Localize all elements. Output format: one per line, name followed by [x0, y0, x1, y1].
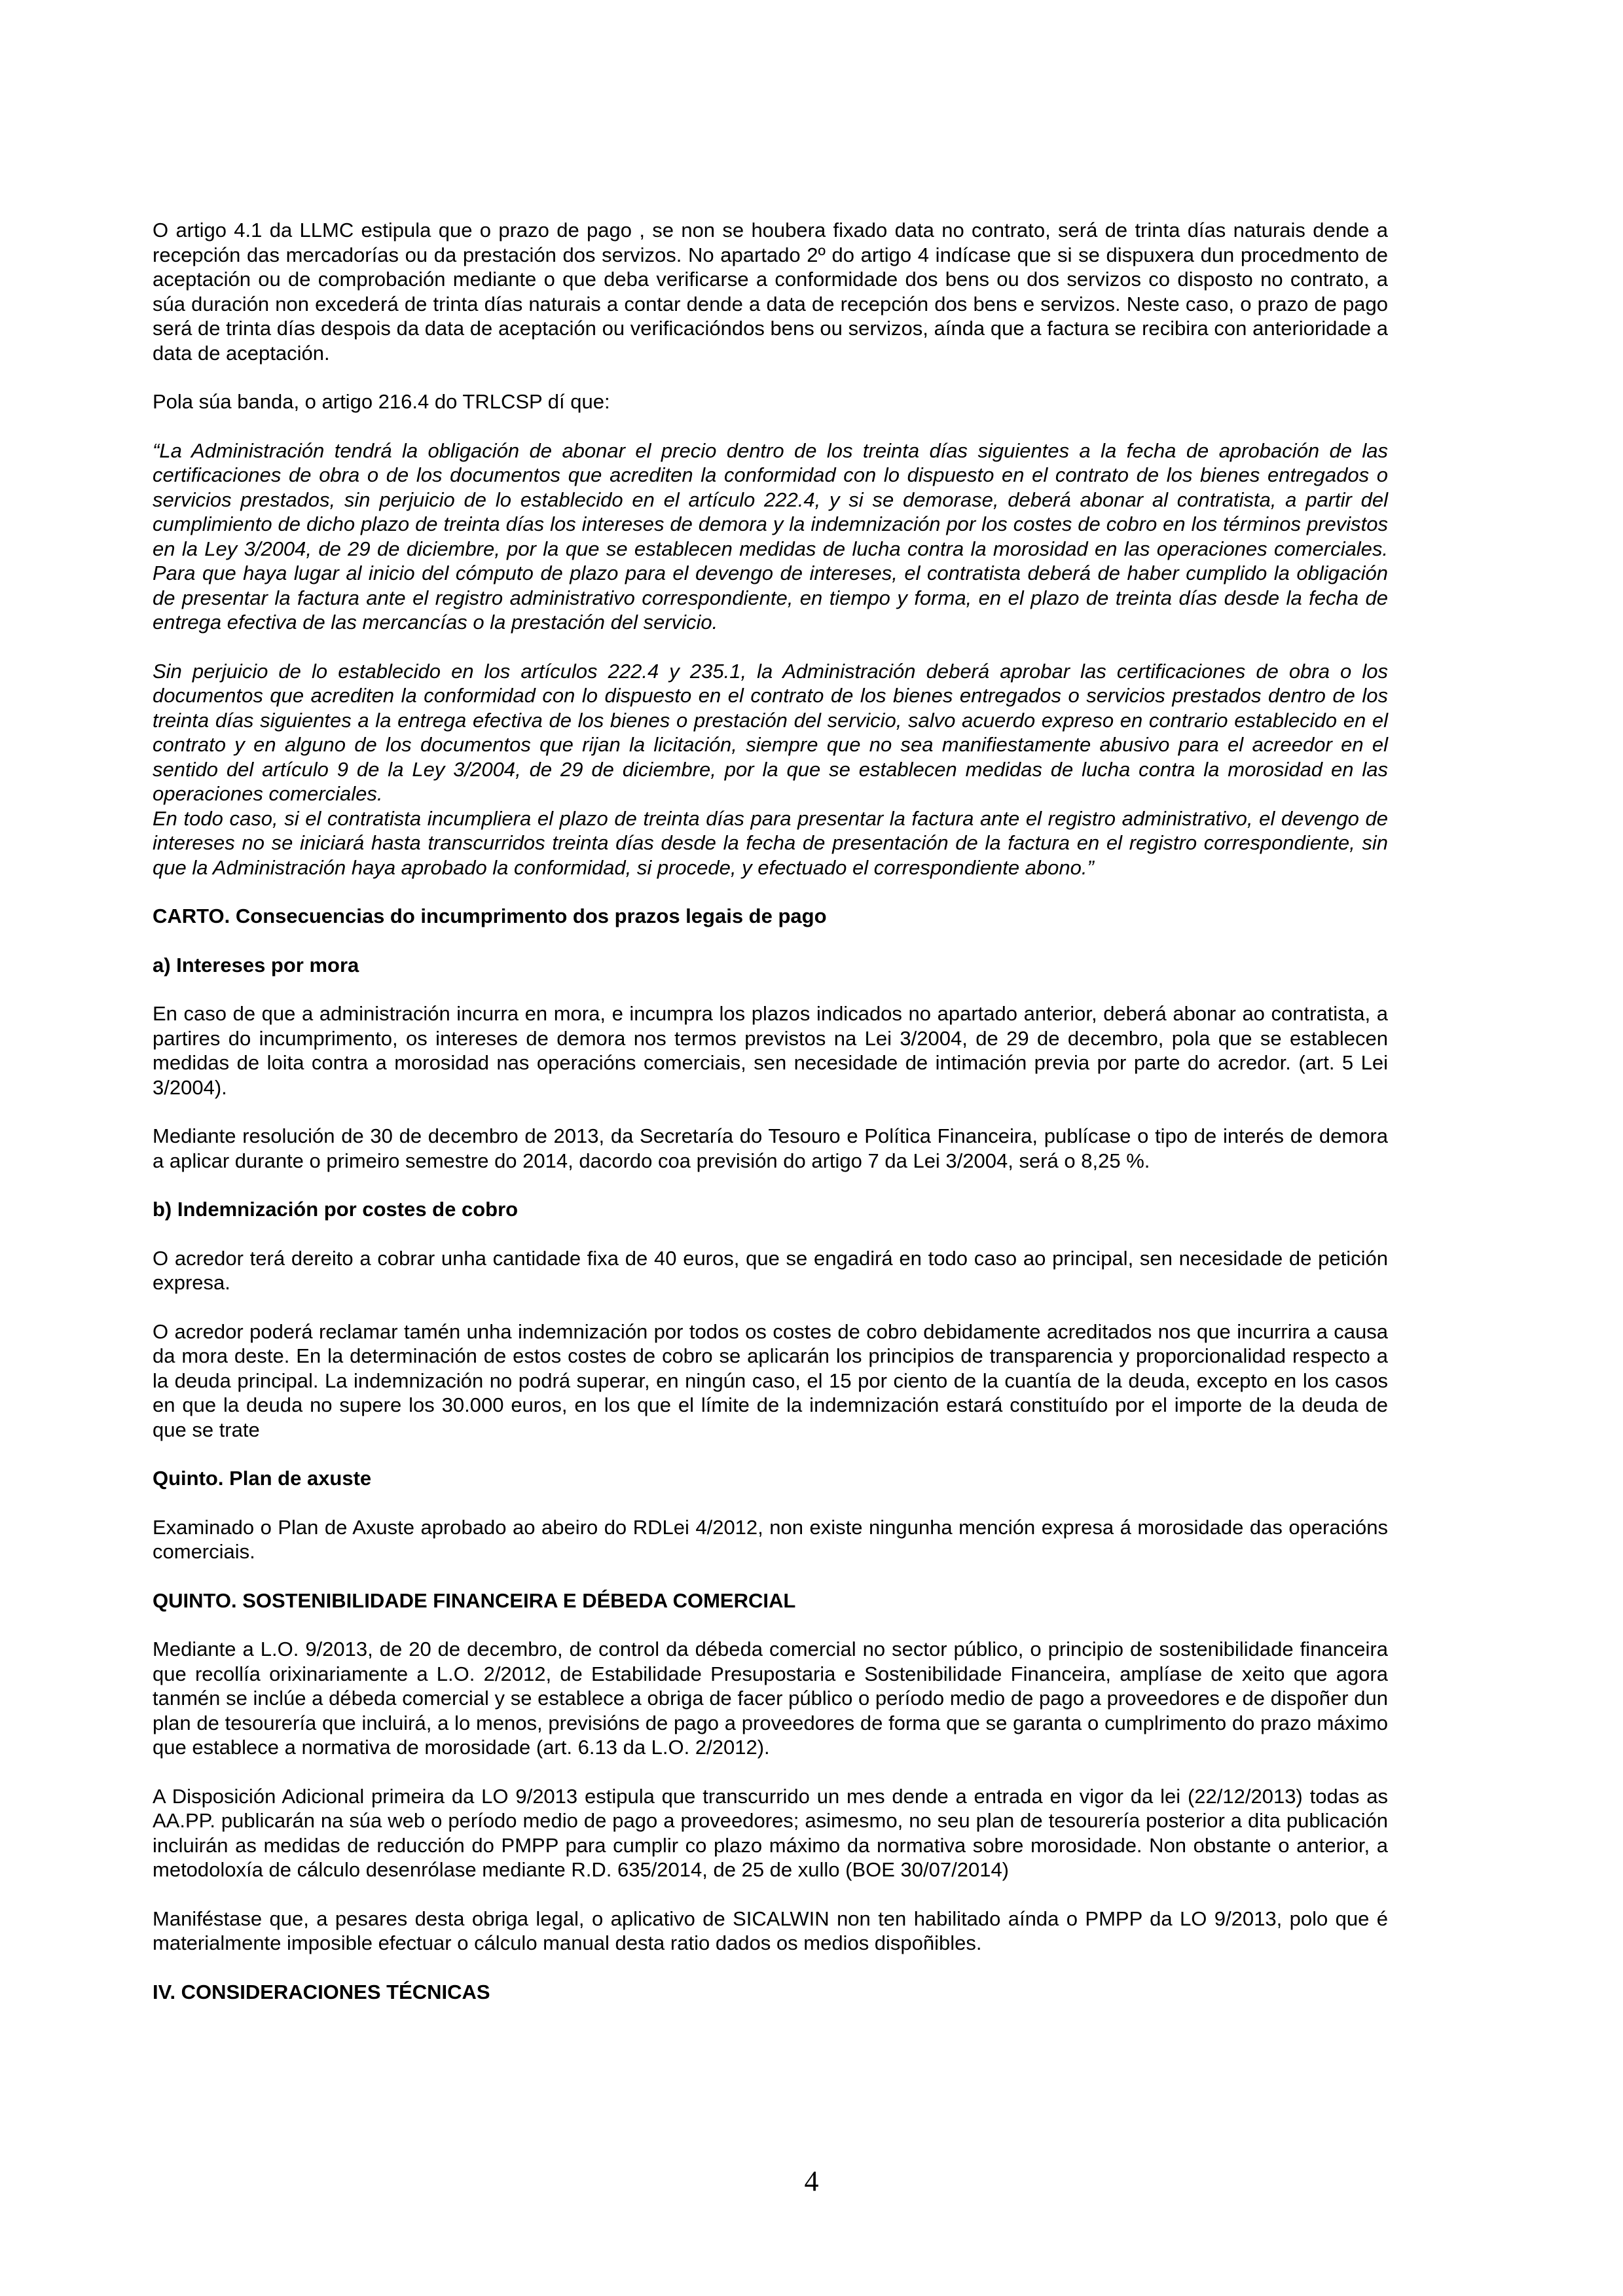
quote-trlcsp-part1: “La Administración tendrá la obligación de abonar el precio dentro de los treinta días siguientes a la fecha de aprobación de las certificaciones de obra o de los documentos que acrediten la conformidad con lo dispuesto en el contrato de los bienes entregados o servicios prestados, sin perjuicio de lo establecido en el artículo 222.4, y si se demorase, deberá abonar al contratista, a partir del cumplimiento de dicho plazo de treinta días los intereses de demora y la indemnización por los costes de cobro en los términos previstos en la Ley 3/2004, de 29 de diciembre, por la que se establecen medidas de lucha contra la morosidad en las operaciones comerciales. Para que haya lugar al inicio del cómputo de plazo para el devengo de intereses, el contratista deberá de haber cumplido la obligación de presentar la factura ante el registro administrativo correspondiente, en tiempo y forma, en el plazo de treinta días desde la fecha de entrega efectiva de las mercancías o la prestación del servicio. — [153, 439, 1388, 634]
quote-trlcsp-part3: En todo caso, si el contratista incumpliera el plazo de treinta días para presentar la factura ante el registro administrativo, el devengo de intereses no se iniciará hasta transcurridos treinta días desde la fecha de presentación de la factura en el registro correspondiente, sin que la Administración haya aprobado la conformidad, si procede, y efectuado el correspondiente abono.” — [153, 806, 1388, 879]
document-page — [153, 218, 1388, 2028]
paragraph-sicalwin: Maniféstase que, a pesares desta obriga legal, o aplicativo de SICALWIN non ten habilitado aínda o PMPP da LO 9/2013, polo que é materialmente imposible efectuar o cálculo manual desta ratio dados os medios dispoñibles. — [153, 1907, 1388, 1954]
heading-intereses-mora: a) Intereses por mora — [153, 953, 359, 977]
heading-carto: CARTO. Consecuencias do incumprimento dos prazos legais de pago — [153, 905, 827, 927]
paragraph-indemnizacion-costes: O acredor poderá reclamar tamén unha indemnización por todos os costes de cobro debidamente acreditados nos que incurrira a causa da mora deste. En la determinación de estos costes de cobro se aplicarán los principios de transparencia y proporcionalidad respecto a la deuda principal. La indemnización no podrá superar, en ningún caso, el 15 por ciento de la cuantía de la deuda, excepto en los casos en que la deuda no supere los 30.000 euros, en los que el límite de la indemnización estará constituído por el importe de la deuda de que se trate — [153, 1319, 1388, 1441]
quote-trlcsp-part2: Sin perjuicio de lo establecido en los artículos 222.4 y 235.1, la Administración deberá aprobar las certificaciones de obra o los documentos que acrediten la conformidad con lo dispuesto en el contrato de los bienes entregados o servicios prestados dentro de los treinta días siguientes a la entrega efectiva de los bienes o prestación del servicio, salvo acuerdo expreso en contrario establecido en el contrato y en alguno de los documentos que rijan la licitación, siempre que no sea manifiestamente abusivo para el acreedor en el sentido del artículo 9 de la Ley 3/2004, de 29 de diciembre, por la que se establecen medidas de lucha contra la morosidad en las operaciones comerciales. — [153, 659, 1388, 805]
paragraph-plazo-pago: O artigo 4.1 da LLMC estipula que o prazo de pago , se non se houbera fixado data no contrato, será de trinta días naturais dende a recepción das mercadorías ou da prestación dos servizos. No apartado 2º do artigo 4 indícase que si se dispuxera dun procedmento de aceptación ou de comprobación mediante o que deba verificarse a conformidade dos bens ou dos servizos co disposto no contrato, a súa duración non excederá de trinta días naturais a contar dende a data de recepción dos bens e servizos. Neste caso, o prazo de pago será de trinta días despois da data de aceptación ou verificacióndos bens ou servizos, aínda que a factura se recibira con anterioridade a data de aceptación. — [153, 219, 1388, 365]
paragraph-intereses-mora: En caso de que a administración incurra en mora, e incumpra los plazos indicados no apartado anterior, deberá abonar ao contratista, a partires do incumprimento, os intereses de demora nos termos previstos na Lei 3/2004, de 29 de decembro, pola que se establecen medidas de loita contra a morosidad nas operacións comerciais, sen necesidade de intimación previa por parte do acredor. (art. 5 Lei 3/2004). — [153, 1002, 1388, 1099]
page-number: 4 — [804, 2165, 819, 2197]
heading-sostenibilidade: QUINTO. SOSTENIBILIDADE FINANCEIRA E DÉBEDA COMERCIAL — [153, 1588, 796, 1612]
heading-consideraciones-tecnicas: IV. CONSIDERACIONES TÉCNICAS — [153, 1980, 490, 2003]
heading-plan-axuste: Quinto. Plan de axuste — [153, 1467, 372, 1490]
paragraph-plan-axuste: Examinado o Plan de Axuste aprobado ao abeiro do RDLei 4/2012, non existe ningunha mención expresa á morosidade das operacións comerciais. — [153, 1515, 1388, 1563]
paragraph-lo-9-2013: Mediante a L.O. 9/2013, de 20 de decembro, de control da débeda comercial no sector público, o principio de sostenibilidade financeira que recollía orixinariamente a L.O. 2/2012, de Estabilidade Presupostaria e Sostenibilidade Financeira, amplíase de xeito que agora tanmén se inclúe a débeda comercial y se establece a obriga de facer público o período medio de pago a proveedores e de dispoñer dun plan de tesourería que incluirá, a lo menos, previsións de pago a proveedores de forma que se garanta o cumplrimento do prazo máximo que establece a normativa de morosidade (art. 6.13 da L.O. 2/2012). — [153, 1638, 1388, 1759]
paragraph-cantidade-fixa: O acredor terá dereito a cobrar unha cantidade fixa de 40 euros, que se engadirá en todo caso ao principal, sen necesidade de petición expresa. — [153, 1246, 1388, 1294]
paragraph-trlcsp-intro: Pola súa banda, o artigo 216.4 do TRLCSP dí que: — [153, 390, 610, 413]
heading-indemnizacion: b) Indemnización por costes de cobro — [153, 1198, 519, 1221]
paragraph-resolucion-interes: Mediante resolución de 30 de decembro de 2013, da Secretaría do Tesouro e Política Financeira, publícase o tipo de interés de demora a aplicar durante o primeiro semestre do 2014, dacordo coa previsión do artigo 7 da Lei 3/2004, será o 8,25 %. — [153, 1124, 1388, 1172]
paragraph-disposicion-adicional: A Disposición Adicional primeira da LO 9/2013 estipula que transcurrido un mes dende a entrada en vigor da lei (22/12/2013) todas as AA.PP. publicarán na súa web o período medio de pago a proveedores; asimesmo, no seu plan de tesourería posterior a dita publicación incluirán as medidas de reducción do PMPP para cumplir co plazo máximo da normativa sobre morosidade. Non obstante o anterior, a metodoloxía de cálculo desenrólase mediante R.D. 635/2014, de 25 de xullo (BOE 30/07/2014) — [153, 1784, 1388, 1881]
